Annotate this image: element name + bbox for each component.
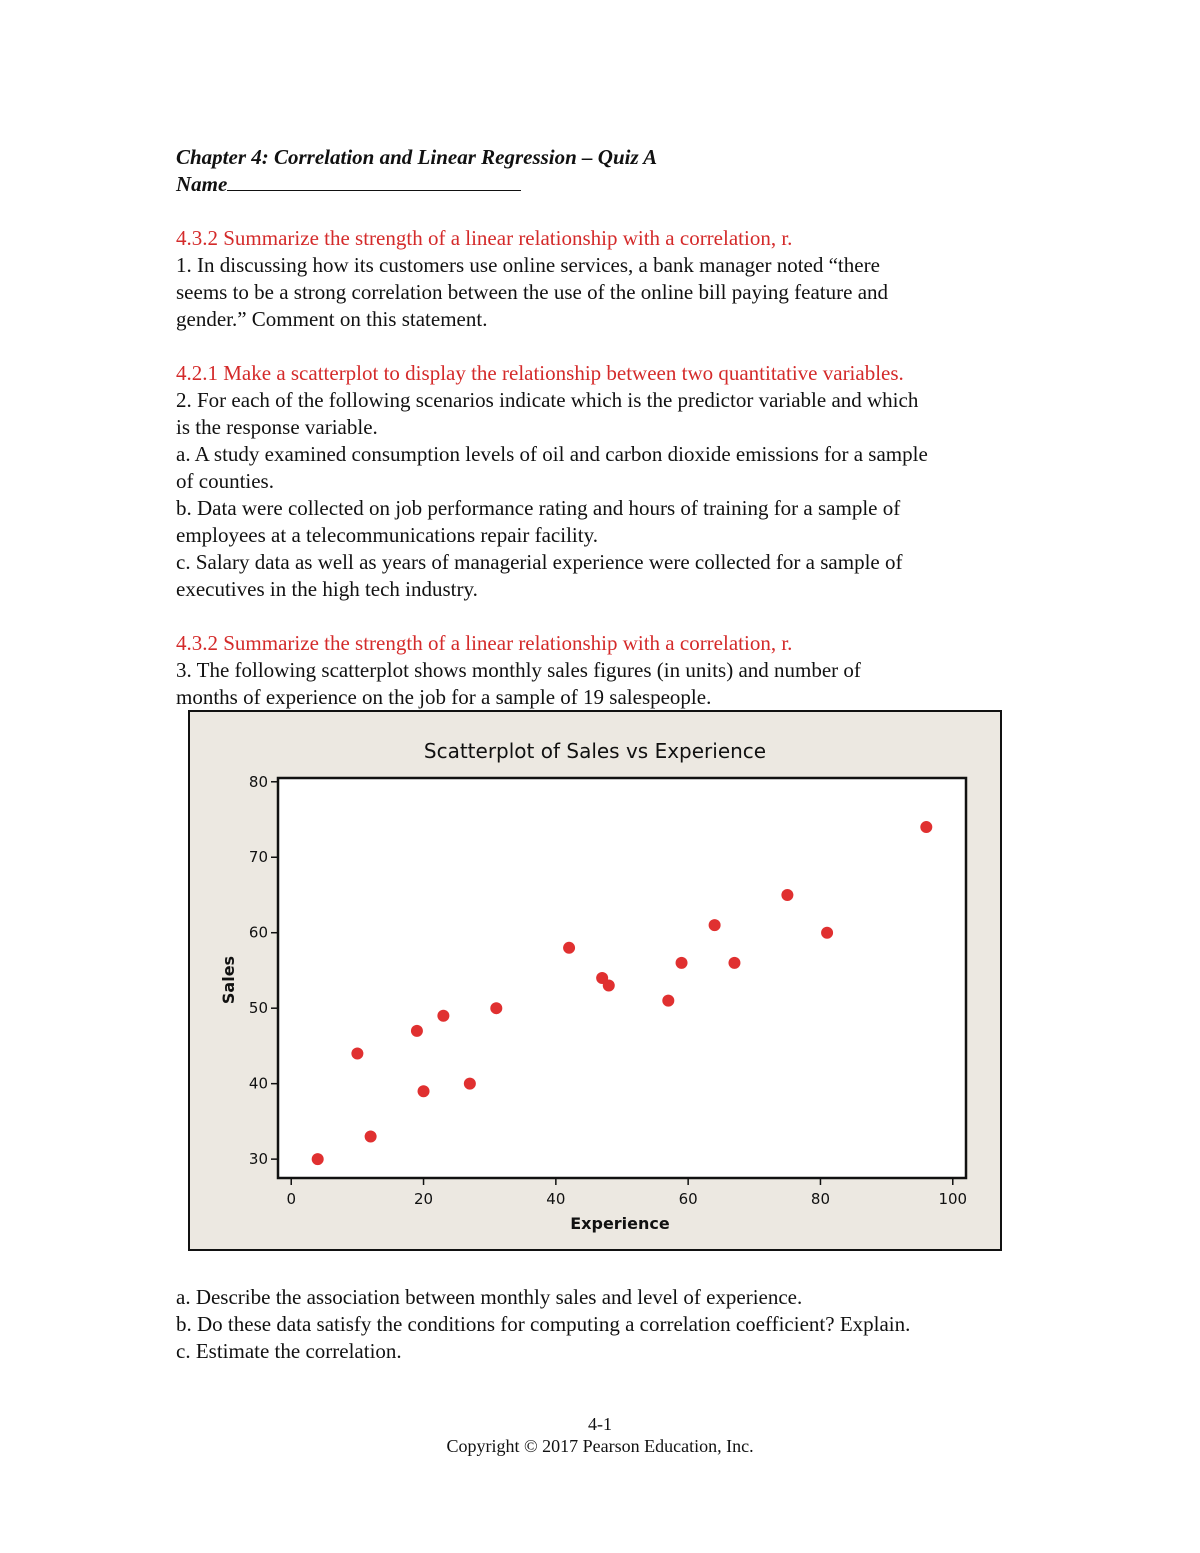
q2-line: employees at a telecommunications repair facility. [176, 523, 598, 547]
name-underline [227, 172, 521, 191]
q2-line: c. Salary data as well as years of managerial experience were collected for a sample of [176, 550, 903, 574]
y-axis [249, 773, 278, 1168]
name-field-row [176, 171, 521, 198]
data-point [490, 1002, 502, 1014]
q2-line: 2. For each of the following scenarios indicate which is the predictor variable and which [176, 388, 919, 412]
q2-line: executives in the high tech industry. [176, 577, 478, 601]
x-tick-label: 20 [413, 1190, 434, 1208]
scatterplot-figure [188, 710, 1002, 1251]
x-tick-label: 0 [286, 1190, 297, 1208]
x-tick-label: 60 [678, 1190, 698, 1208]
x-tick-label: 100 [938, 1190, 968, 1208]
q3-part-a: a. Describe the association between monthly sales and level of experience. [176, 1285, 803, 1309]
data-point [365, 1130, 377, 1142]
data-point [709, 919, 721, 931]
chart-title: Scatterplot of Sales vs Experience [423, 739, 767, 763]
x-axis [286, 1178, 967, 1208]
y-axis-label: Sales [219, 955, 238, 1005]
data-point [662, 995, 674, 1007]
scatterplot-svg [190, 712, 1000, 1249]
q1-line: seems to be a strong correlation between the use of the online bill paying feature and [176, 280, 889, 304]
data-point [821, 927, 833, 939]
data-point [676, 957, 688, 969]
q1-line: 1. In discussing how its customers use online services, a bank manager noted “there [176, 253, 880, 277]
data-point [411, 1025, 423, 1037]
data-point [418, 1085, 430, 1097]
copyright: Copyright © 2017 Pearson Education, Inc. [446, 1436, 754, 1456]
data-point [728, 957, 740, 969]
y-tick-label: 80 [248, 772, 268, 791]
objective-q3: 4.3.2 Summarize the strength of a linear relationship with a correlation, r. [176, 631, 793, 655]
q2-line: of counties. [176, 469, 274, 493]
name-label: Name [176, 172, 228, 196]
plot-area [278, 778, 966, 1178]
data-point [464, 1078, 476, 1090]
data-point [603, 980, 615, 992]
data-point [920, 821, 932, 833]
data-point [312, 1153, 324, 1165]
y-tick-label: 30 [248, 1150, 268, 1169]
q1-line: gender.” Comment on this statement. [176, 307, 488, 331]
q2-line: b. Data were collected on job performance rating and hours of training for a sample of [176, 496, 901, 520]
q3-part-b: b. Do these data satisfy the conditions for computing a correlation coefficient? Explain. [176, 1312, 911, 1336]
page-number: 4-1 [588, 1414, 612, 1434]
y-tick-label: 40 [248, 1074, 268, 1093]
objective-q1: 4.3.2 Summarize the strength of a linear relationship with a correlation, r. [176, 226, 793, 250]
q2-line: is the response variable. [176, 415, 378, 439]
y-tick-label: 50 [248, 999, 268, 1018]
q3-part-c: c. Estimate the correlation. [176, 1339, 402, 1363]
data-point [781, 889, 793, 901]
data-point [563, 942, 575, 954]
y-tick-label: 70 [248, 848, 268, 867]
x-tick-label: 80 [810, 1190, 831, 1208]
data-point [437, 1010, 449, 1022]
q2-line: a. A study examined consumption levels of oil and carbon dioxide emissions for a sample [176, 442, 928, 466]
data-point [351, 1047, 363, 1059]
objective-q2: 4.2.1 Make a scatterplot to display the relationship between two quantitative variables. [176, 361, 904, 385]
page-title: Chapter 4: Correlation and Linear Regression – Quiz A [176, 145, 658, 169]
x-tick-label: 40 [546, 1190, 566, 1208]
q3-line: 3. The following scatterplot shows monthly sales figures (in units) and number of [176, 658, 861, 682]
q3-line: months of experience on the job for a sample of 19 salespeople. [176, 685, 712, 709]
x-axis-label: Experience [570, 1214, 670, 1233]
y-tick-label: 60 [248, 923, 268, 942]
